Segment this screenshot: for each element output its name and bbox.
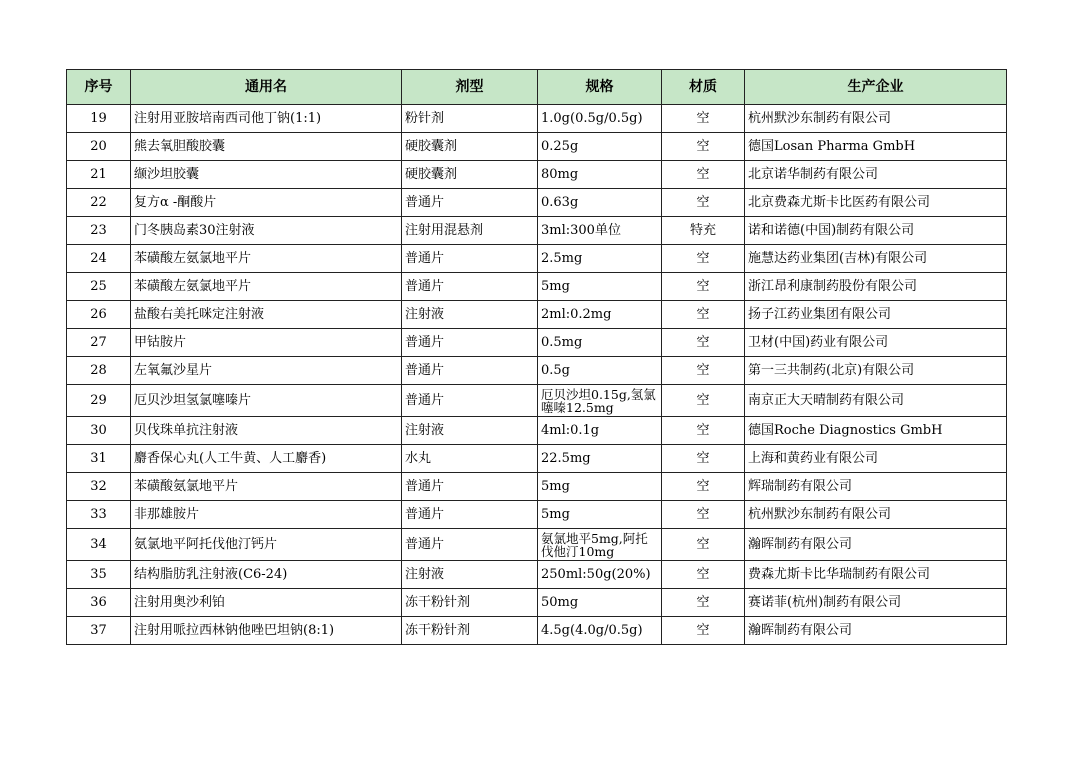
table-row — [67, 589, 1007, 617]
table-row — [67, 501, 1007, 529]
cell-spec: 5mg — [538, 501, 662, 529]
cell-spec: 22.5mg — [538, 445, 662, 473]
cell-form: 注射液 — [402, 561, 538, 589]
cell-no: 36 — [67, 589, 131, 617]
cell-maker: 施慧达药业集团(吉林)有限公司 — [745, 245, 1007, 273]
cell-form: 注射用混悬剂 — [402, 217, 538, 245]
cell-spec: 0.5g — [538, 357, 662, 385]
cell-name: 苯磺酸左氨氯地平片 — [131, 273, 402, 301]
cell-material: 空 — [662, 189, 745, 217]
cell-spec: 5mg — [538, 473, 662, 501]
cell-material: 空 — [662, 561, 745, 589]
header-no: 序号 — [67, 70, 131, 105]
header-form: 剂型 — [402, 70, 538, 105]
cell-name: 麝香保心丸(人工牛黄、人工麝香) — [131, 445, 402, 473]
cell-maker: 瀚晖制药有限公司 — [745, 617, 1007, 645]
cell-no: 34 — [67, 529, 131, 561]
table-row — [67, 245, 1007, 273]
table-row — [67, 301, 1007, 329]
table-row — [67, 329, 1007, 357]
cell-no: 22 — [67, 189, 131, 217]
table-row — [67, 417, 1007, 445]
cell-spec: 50mg — [538, 589, 662, 617]
cell-maker: 北京诺华制药有限公司 — [745, 161, 1007, 189]
cell-spec: 0.5mg — [538, 329, 662, 357]
cell-form: 冻干粉针剂 — [402, 589, 538, 617]
cell-form: 水丸 — [402, 445, 538, 473]
cell-name: 非那雄胺片 — [131, 501, 402, 529]
cell-form: 普通片 — [402, 385, 538, 417]
cell-maker: 浙江昂利康制药股份有限公司 — [745, 273, 1007, 301]
cell-form: 普通片 — [402, 357, 538, 385]
cell-name: 贝伐珠单抗注射液 — [131, 417, 402, 445]
cell-material: 空 — [662, 301, 745, 329]
cell-spec: 0.25g — [538, 133, 662, 161]
table-row — [67, 217, 1007, 245]
cell-maker: 扬子江药业集团有限公司 — [745, 301, 1007, 329]
cell-spec: 厄贝沙坦0.15g,氢氯噻嗪12.5mg — [538, 385, 662, 417]
header-spec: 规格 — [538, 70, 662, 105]
cell-name: 熊去氧胆酸胶囊 — [131, 133, 402, 161]
cell-material: 空 — [662, 473, 745, 501]
cell-name: 甲钴胺片 — [131, 329, 402, 357]
cell-no: 20 — [67, 133, 131, 161]
table-row — [67, 105, 1007, 133]
cell-form: 普通片 — [402, 529, 538, 561]
cell-maker: 费森尤斯卡比华瑞制药有限公司 — [745, 561, 1007, 589]
cell-spec: 1.0g(0.5g/0.5g) — [538, 105, 662, 133]
cell-name: 厄贝沙坦氢氯噻嗪片 — [131, 385, 402, 417]
cell-name: 复方α -酮酸片 — [131, 189, 402, 217]
cell-name: 门冬胰岛素30注射液 — [131, 217, 402, 245]
cell-form: 硬胶囊剂 — [402, 161, 538, 189]
cell-name: 注射用奥沙利铂 — [131, 589, 402, 617]
table-row — [67, 473, 1007, 501]
cell-no: 27 — [67, 329, 131, 357]
header-material: 材质 — [662, 70, 745, 105]
table-row — [67, 161, 1007, 189]
cell-no: 37 — [67, 617, 131, 645]
cell-no: 19 — [67, 105, 131, 133]
cell-maker: 杭州默沙东制药有限公司 — [745, 501, 1007, 529]
cell-name: 苯磺酸氨氯地平片 — [131, 473, 402, 501]
drug-table — [66, 69, 1007, 645]
cell-material: 空 — [662, 357, 745, 385]
cell-no: 26 — [67, 301, 131, 329]
cell-form: 普通片 — [402, 245, 538, 273]
cell-maker: 辉瑞制药有限公司 — [745, 473, 1007, 501]
cell-spec: 4ml:0.1g — [538, 417, 662, 445]
cell-material: 空 — [662, 245, 745, 273]
cell-material: 空 — [662, 501, 745, 529]
cell-name: 注射用亚胺培南西司他丁钠(1:1) — [131, 105, 402, 133]
cell-material: 空 — [662, 105, 745, 133]
cell-form: 硬胶囊剂 — [402, 133, 538, 161]
table-body — [67, 105, 1007, 645]
cell-name: 氨氯地平阿托伐他汀钙片 — [131, 529, 402, 561]
cell-no: 30 — [67, 417, 131, 445]
header-maker: 生产企业 — [745, 70, 1007, 105]
cell-material: 空 — [662, 417, 745, 445]
cell-maker: 德国Losan Pharma GmbH — [745, 133, 1007, 161]
table-row — [67, 273, 1007, 301]
cell-form: 注射液 — [402, 301, 538, 329]
cell-material: 空 — [662, 273, 745, 301]
cell-no: 35 — [67, 561, 131, 589]
cell-spec: 氨氯地平5mg,阿托伐他汀10mg — [538, 529, 662, 561]
cell-form: 冻干粉针剂 — [402, 617, 538, 645]
header-row — [67, 70, 1007, 105]
cell-no: 21 — [67, 161, 131, 189]
header-name: 通用名 — [131, 70, 402, 105]
table-row — [67, 133, 1007, 161]
cell-spec: 3ml:300单位 — [538, 217, 662, 245]
cell-maker: 诺和诺德(中国)制药有限公司 — [745, 217, 1007, 245]
cell-no: 29 — [67, 385, 131, 417]
cell-form: 粉针剂 — [402, 105, 538, 133]
cell-spec: 2ml:0.2mg — [538, 301, 662, 329]
cell-name: 盐酸右美托咪定注射液 — [131, 301, 402, 329]
cell-form: 普通片 — [402, 329, 538, 357]
cell-form: 普通片 — [402, 501, 538, 529]
table-row — [67, 445, 1007, 473]
cell-spec: 80mg — [538, 161, 662, 189]
cell-spec: 250ml:50g(20%) — [538, 561, 662, 589]
cell-material: 空 — [662, 589, 745, 617]
cell-form: 普通片 — [402, 273, 538, 301]
cell-no: 32 — [67, 473, 131, 501]
cell-name: 结构脂肪乳注射液(C6-24) — [131, 561, 402, 589]
cell-material: 空 — [662, 385, 745, 417]
cell-name: 苯磺酸左氨氯地平片 — [131, 245, 402, 273]
cell-material: 空 — [662, 161, 745, 189]
cell-maker: 第一三共制药(北京)有限公司 — [745, 357, 1007, 385]
cell-no: 31 — [67, 445, 131, 473]
table-row — [67, 357, 1007, 385]
cell-name: 缬沙坦胶囊 — [131, 161, 402, 189]
cell-maker: 瀚晖制药有限公司 — [745, 529, 1007, 561]
cell-maker: 卫材(中国)药业有限公司 — [745, 329, 1007, 357]
table-row — [67, 561, 1007, 589]
cell-maker: 德国Roche Diagnostics GmbH — [745, 417, 1007, 445]
cell-name: 注射用哌拉西林钠他唑巴坦钠(8:1) — [131, 617, 402, 645]
cell-no: 25 — [67, 273, 131, 301]
cell-material: 空 — [662, 617, 745, 645]
cell-spec: 0.63g — [538, 189, 662, 217]
cell-no: 23 — [67, 217, 131, 245]
cell-material: 特充 — [662, 217, 745, 245]
cell-form: 普通片 — [402, 473, 538, 501]
cell-no: 33 — [67, 501, 131, 529]
cell-no: 28 — [67, 357, 131, 385]
cell-material: 空 — [662, 133, 745, 161]
cell-spec: 4.5g(4.0g/0.5g) — [538, 617, 662, 645]
cell-maker: 北京费森尤斯卡比医药有限公司 — [745, 189, 1007, 217]
cell-form: 注射液 — [402, 417, 538, 445]
cell-name: 左氧氟沙星片 — [131, 357, 402, 385]
cell-maker: 赛诺菲(杭州)制药有限公司 — [745, 589, 1007, 617]
table-row — [67, 189, 1007, 217]
table-row — [67, 529, 1007, 561]
cell-material: 空 — [662, 529, 745, 561]
cell-maker: 上海和黄药业有限公司 — [745, 445, 1007, 473]
cell-maker: 杭州默沙东制药有限公司 — [745, 105, 1007, 133]
table-row — [67, 617, 1007, 645]
table-row — [67, 385, 1007, 417]
cell-spec: 5mg — [538, 273, 662, 301]
cell-no: 24 — [67, 245, 131, 273]
cell-maker: 南京正大天晴制药有限公司 — [745, 385, 1007, 417]
cell-material: 空 — [662, 329, 745, 357]
cell-spec: 2.5mg — [538, 245, 662, 273]
cell-form: 普通片 — [402, 189, 538, 217]
cell-material: 空 — [662, 445, 745, 473]
